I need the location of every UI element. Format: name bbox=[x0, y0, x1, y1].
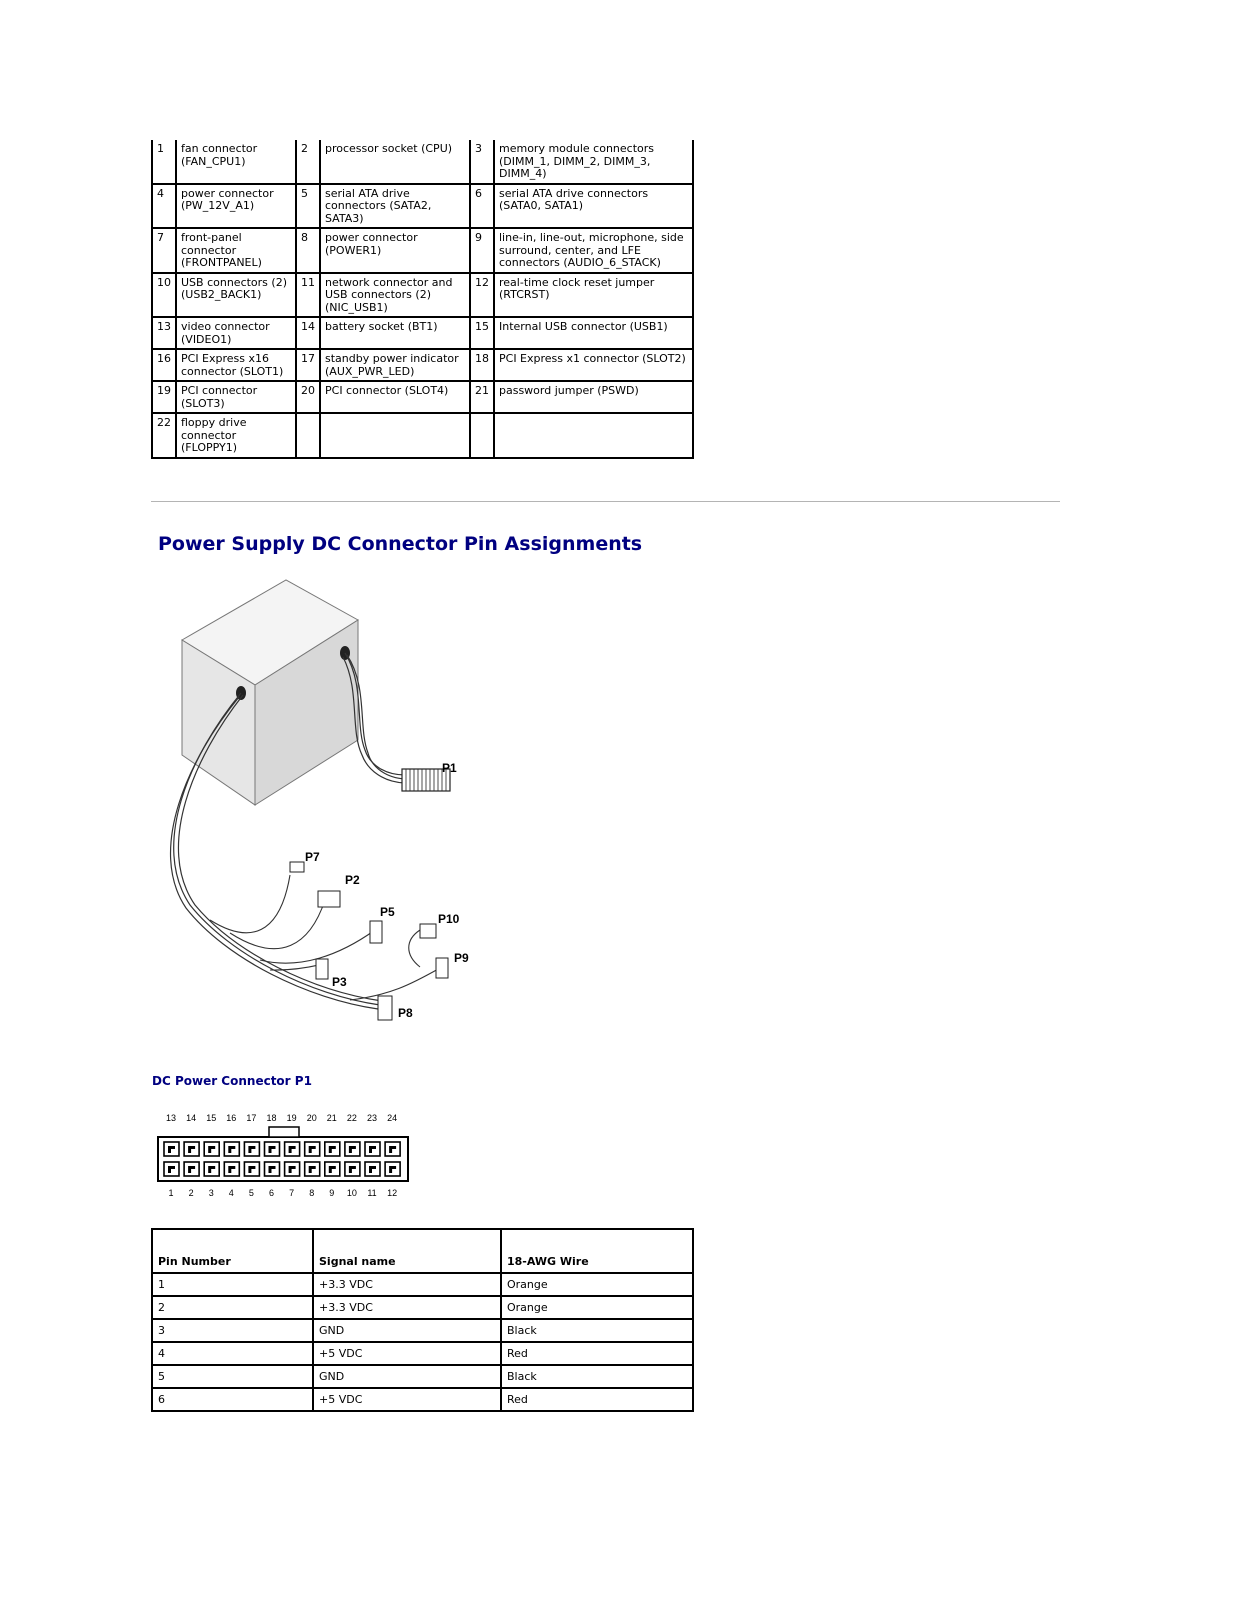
legend-description: serial ATA drive connectors (SATA0, SATA1) bbox=[494, 184, 693, 229]
table-row bbox=[152, 1342, 693, 1365]
legend-number: 18 bbox=[470, 349, 494, 381]
cell-pin: 2 bbox=[152, 1296, 313, 1319]
legend-number: 17 bbox=[296, 349, 320, 381]
cell-wire: Orange bbox=[501, 1273, 693, 1296]
legend-description: PCI Express x1 connector (SLOT2) bbox=[494, 349, 693, 381]
legend-row bbox=[152, 273, 693, 318]
label-p8: P8 bbox=[398, 1006, 413, 1020]
cell-signal: +3.3 VDC bbox=[313, 1273, 501, 1296]
cell-signal: GND bbox=[313, 1365, 501, 1388]
header-signal-name: Signal name bbox=[313, 1229, 501, 1273]
pin-number-bottom: 6 bbox=[268, 1188, 275, 1198]
cell-wire: Black bbox=[501, 1319, 693, 1342]
legend-number: 22 bbox=[152, 413, 176, 458]
legend-description: network connector and USB connectors (2) (NIC_USB1) bbox=[320, 273, 470, 318]
cell-signal: +5 VDC bbox=[313, 1388, 501, 1411]
pin-number-bottom: 1 bbox=[168, 1188, 174, 1198]
cell-pin: 5 bbox=[152, 1365, 313, 1388]
legend-description: line-in, line-out, microphone, side surround, center, and LFE connectors (AUDIO_6_STACK) bbox=[494, 228, 693, 273]
legend-description: processor socket (CPU) bbox=[320, 140, 470, 184]
cell-signal: +3.3 VDC bbox=[313, 1296, 501, 1319]
pin-assignment-table bbox=[151, 1228, 694, 1412]
legend-number: 12 bbox=[470, 273, 494, 318]
cell-wire: Orange bbox=[501, 1296, 693, 1319]
pin-number-bottom: 8 bbox=[309, 1188, 315, 1198]
pin-number-bottom: 2 bbox=[188, 1188, 194, 1198]
legend-description: memory module connectors (DIMM_1, DIMM_2, DIMM_3, DIMM_4) bbox=[494, 140, 693, 184]
pin-number-bottom: 10 bbox=[346, 1188, 357, 1198]
legend-description: serial ATA drive connectors (SATA2, SATA3) bbox=[320, 184, 470, 229]
pin-number-bottom: 9 bbox=[329, 1188, 335, 1198]
pin-number-top: 24 bbox=[387, 1113, 398, 1123]
legend-number: 9 bbox=[470, 228, 494, 273]
table-row bbox=[152, 1388, 693, 1411]
legend-number: 19 bbox=[152, 381, 176, 413]
cell-pin: 6 bbox=[152, 1388, 313, 1411]
pin-number-top: 23 bbox=[366, 1113, 378, 1123]
pin-number-top: 22 bbox=[346, 1113, 357, 1123]
cell-pin: 1 bbox=[152, 1273, 313, 1296]
table-row bbox=[152, 1296, 693, 1319]
legend-description: PCI Express x16 connector (SLOT1) bbox=[176, 349, 296, 381]
pin-number-top: 13 bbox=[165, 1113, 177, 1123]
label-p10: P10 bbox=[438, 912, 460, 926]
legend-number: 20 bbox=[296, 381, 320, 413]
pin-number-bottom: 5 bbox=[248, 1188, 254, 1198]
cell-pin: 4 bbox=[152, 1342, 313, 1365]
legend-number: 13 bbox=[152, 317, 176, 349]
legend-number: 21 bbox=[470, 381, 494, 413]
legend-number: 6 bbox=[470, 184, 494, 229]
cell-wire: Red bbox=[501, 1342, 693, 1365]
table-row bbox=[152, 1273, 693, 1296]
pin-number-top: 20 bbox=[306, 1113, 317, 1123]
legend-description bbox=[494, 413, 693, 458]
pin-number-bottom: 11 bbox=[367, 1188, 377, 1198]
legend-number: 15 bbox=[470, 317, 494, 349]
legend-row bbox=[152, 349, 693, 381]
legend-row bbox=[152, 381, 693, 413]
legend-number: 3 bbox=[470, 140, 494, 184]
legend-number bbox=[470, 413, 494, 458]
label-p5: P5 bbox=[380, 905, 395, 919]
cell-signal: +5 VDC bbox=[313, 1342, 501, 1365]
pin-number-bottom: 4 bbox=[228, 1188, 234, 1198]
label-p1: P1 bbox=[442, 761, 457, 775]
legend-description: PCI connector (SLOT4) bbox=[320, 381, 470, 413]
legend-number bbox=[296, 413, 320, 458]
table-row bbox=[152, 1365, 693, 1388]
legend-description: video connector (VIDEO1) bbox=[176, 317, 296, 349]
label-p3: P3 bbox=[332, 975, 347, 989]
legend-description: Internal USB connector (USB1) bbox=[494, 317, 693, 349]
connector-p1-title: DC Power Connector P1 bbox=[152, 1074, 312, 1088]
pin-number-bottom: 3 bbox=[208, 1188, 214, 1198]
cell-wire: Black bbox=[501, 1365, 693, 1388]
cell-pin: 3 bbox=[152, 1319, 313, 1342]
legend-description: fan connector (FAN_CPU1) bbox=[176, 140, 296, 184]
legend-description: password jumper (PSWD) bbox=[494, 381, 693, 413]
legend-description bbox=[320, 413, 470, 458]
legend-description: battery socket (BT1) bbox=[320, 317, 470, 349]
header-wire: 18-AWG Wire bbox=[501, 1229, 693, 1273]
legend-number: 2 bbox=[296, 140, 320, 184]
board-legend-table bbox=[151, 140, 694, 459]
pin-number-top: 14 bbox=[186, 1113, 197, 1123]
legend-number: 7 bbox=[152, 228, 176, 273]
legend-number: 10 bbox=[152, 273, 176, 318]
p1-pinout-diagram bbox=[150, 1105, 420, 1205]
legend-description: power connector (POWER1) bbox=[320, 228, 470, 273]
header-pin-number: Pin Number bbox=[152, 1229, 313, 1273]
power-supply-diagram bbox=[150, 575, 490, 1035]
legend-number: 8 bbox=[296, 228, 320, 273]
label-p7: P7 bbox=[305, 850, 320, 864]
legend-description: standby power indicator (AUX_PWR_LED) bbox=[320, 349, 470, 381]
legend-description: floppy drive connector (FLOPPY1) bbox=[176, 413, 296, 458]
section-title: Power Supply DC Connector Pin Assignments bbox=[158, 533, 643, 555]
legend-description: PCI connector (SLOT3) bbox=[176, 381, 296, 413]
legend-number: 11 bbox=[296, 273, 320, 318]
legend-description: power connector (PW_12V_A1) bbox=[176, 184, 296, 229]
legend-number: 4 bbox=[152, 184, 176, 229]
legend-number: 5 bbox=[296, 184, 320, 229]
legend-number: 16 bbox=[152, 349, 176, 381]
label-p2: P2 bbox=[345, 873, 360, 887]
legend-description: front-panel connector (FRONTPANEL) bbox=[176, 228, 296, 273]
pin-number-top: 21 bbox=[326, 1113, 337, 1123]
legend-row bbox=[152, 317, 693, 349]
table-row bbox=[152, 1319, 693, 1342]
legend-number: 1 bbox=[152, 140, 176, 184]
pin-number-top: 16 bbox=[226, 1113, 237, 1123]
legend-row bbox=[152, 228, 693, 273]
legend-row bbox=[152, 184, 693, 229]
pin-number-top: 17 bbox=[246, 1113, 257, 1123]
legend-row bbox=[152, 140, 693, 184]
label-p9: P9 bbox=[454, 951, 469, 965]
pin-number-bottom: 12 bbox=[387, 1188, 398, 1198]
cell-signal: GND bbox=[313, 1319, 501, 1342]
pin-number-top: 18 bbox=[266, 1113, 277, 1123]
legend-row bbox=[152, 413, 693, 458]
legend-number: 14 bbox=[296, 317, 320, 349]
legend-description: real-time clock reset jumper (RTCRST) bbox=[494, 273, 693, 318]
pin-number-bottom: 7 bbox=[289, 1188, 295, 1198]
pin-number-top: 19 bbox=[286, 1113, 297, 1123]
horizontal-rule bbox=[151, 501, 1060, 502]
cell-wire: Red bbox=[501, 1388, 693, 1411]
legend-description: USB connectors (2) (USB2_BACK1) bbox=[176, 273, 296, 318]
pin-number-top: 15 bbox=[206, 1113, 217, 1123]
